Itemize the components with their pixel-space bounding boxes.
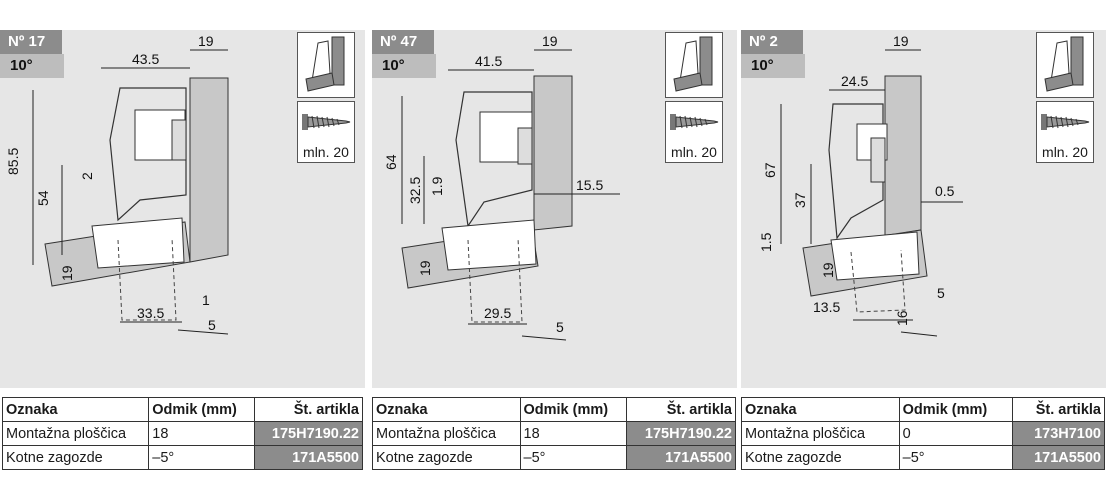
dim-cup-depth: 16	[894, 310, 910, 326]
hinge-cup	[831, 232, 919, 280]
dim-door: 19	[820, 262, 836, 278]
column-header: Št. artikla	[626, 398, 735, 422]
column-header: Oznaka	[3, 398, 149, 422]
dim-center: 32.5	[407, 176, 423, 204]
dim-gap: 1.5	[758, 232, 774, 252]
hinge-mount-icon	[665, 32, 723, 98]
table-row	[742, 422, 1105, 446]
screw-length-label: mln. 20	[1042, 144, 1088, 160]
spec-table	[741, 397, 1105, 470]
article-number: 171A5500	[1013, 446, 1105, 470]
table-cell: Kotne zagozde	[373, 446, 521, 470]
hinge-cup	[442, 220, 536, 270]
dim-overlay: 15.5	[576, 177, 604, 193]
table-cell: Montažna ploščica	[373, 422, 521, 446]
dim-center: 54	[35, 190, 51, 206]
dim-height: 64	[383, 154, 399, 170]
model-badge: Nº 2	[741, 30, 803, 54]
dim-width: 24.5	[841, 73, 869, 89]
dim-edge: 5	[556, 319, 564, 335]
table-cell: Kotne zagozde	[742, 446, 900, 470]
dim-offset: 1.9	[429, 176, 445, 196]
column-header: Oznaka	[742, 398, 900, 422]
hinge-panel-3	[741, 0, 1106, 500]
table-row	[3, 446, 363, 470]
table-cell: –5°	[149, 446, 254, 470]
model-badge: Nº 47	[372, 30, 434, 54]
table-header-row	[373, 398, 736, 422]
hinge-cup	[92, 218, 184, 268]
column-header: Št. artikla	[1013, 398, 1105, 422]
dim-cup: 13.5	[813, 299, 841, 315]
table-cell: Kotne zagozde	[3, 446, 149, 470]
table-row	[373, 446, 736, 470]
dim-gap: 1	[202, 292, 210, 308]
table-cell: Montažna ploščica	[3, 422, 149, 446]
dim-door: 19	[417, 260, 433, 276]
model-badge: Nº 17	[0, 30, 62, 54]
dim-width: 43.5	[132, 51, 160, 67]
table-row	[3, 422, 363, 446]
dim-side: 19	[198, 33, 214, 49]
table-cell: Montažna ploščica	[742, 422, 900, 446]
dim-overlay: 0.5	[935, 183, 955, 199]
column-header: Odmik (mm)	[899, 398, 1013, 422]
table-row	[373, 422, 736, 446]
column-header: Odmik (mm)	[149, 398, 254, 422]
table-row	[742, 446, 1105, 470]
dim-cup: 29.5	[484, 305, 512, 321]
table-cell: –5°	[520, 446, 626, 470]
table-cell: 18	[149, 422, 254, 446]
dim-offset: 2	[79, 172, 95, 180]
hinge-mount-icon	[1036, 32, 1094, 98]
table-cell: 18	[520, 422, 626, 446]
dim-side: 19	[542, 33, 558, 49]
screw-icon	[297, 101, 355, 163]
article-number: 175H7190.22	[254, 422, 362, 446]
screw-length-label: mln. 20	[303, 144, 349, 160]
article-number: 171A5500	[626, 446, 735, 470]
column-header: Št. artikla	[254, 398, 362, 422]
dim-height: 85.5	[5, 147, 21, 175]
dim-width: 41.5	[475, 53, 503, 69]
dim-height: 67	[762, 162, 778, 178]
spec-table	[372, 397, 736, 470]
angle-badge: 10°	[372, 54, 436, 78]
hinge-mount-icon	[297, 32, 355, 98]
cabinet-side	[885, 76, 921, 236]
table-header-row	[3, 398, 363, 422]
dim-center: 37	[792, 192, 808, 208]
dim-edge: 5	[208, 317, 216, 333]
column-header: Oznaka	[373, 398, 521, 422]
table-header-row	[742, 398, 1105, 422]
screw-length-label: mln. 20	[671, 144, 717, 160]
table-cell: –5°	[899, 446, 1013, 470]
dim-cup: 33.5	[137, 305, 165, 321]
column-header: Odmik (mm)	[520, 398, 626, 422]
dim-edge: 5	[937, 285, 945, 301]
article-number: 175H7190.22	[626, 422, 735, 446]
dim-door: 19	[59, 265, 75, 281]
hinge-panel-2	[372, 0, 737, 500]
cabinet-side	[534, 76, 572, 230]
angle-badge: 10°	[0, 54, 64, 78]
dim-side: 19	[893, 33, 909, 49]
cabinet-side	[190, 78, 228, 262]
article-number: 173H7100	[1013, 422, 1105, 446]
angle-badge: 10°	[741, 54, 805, 78]
screw-icon	[665, 101, 723, 163]
table-cell: 0	[899, 422, 1013, 446]
hinge-panel-1	[0, 0, 365, 500]
article-number: 171A5500	[254, 446, 362, 470]
screw-icon	[1036, 101, 1094, 163]
spec-table	[2, 397, 363, 470]
